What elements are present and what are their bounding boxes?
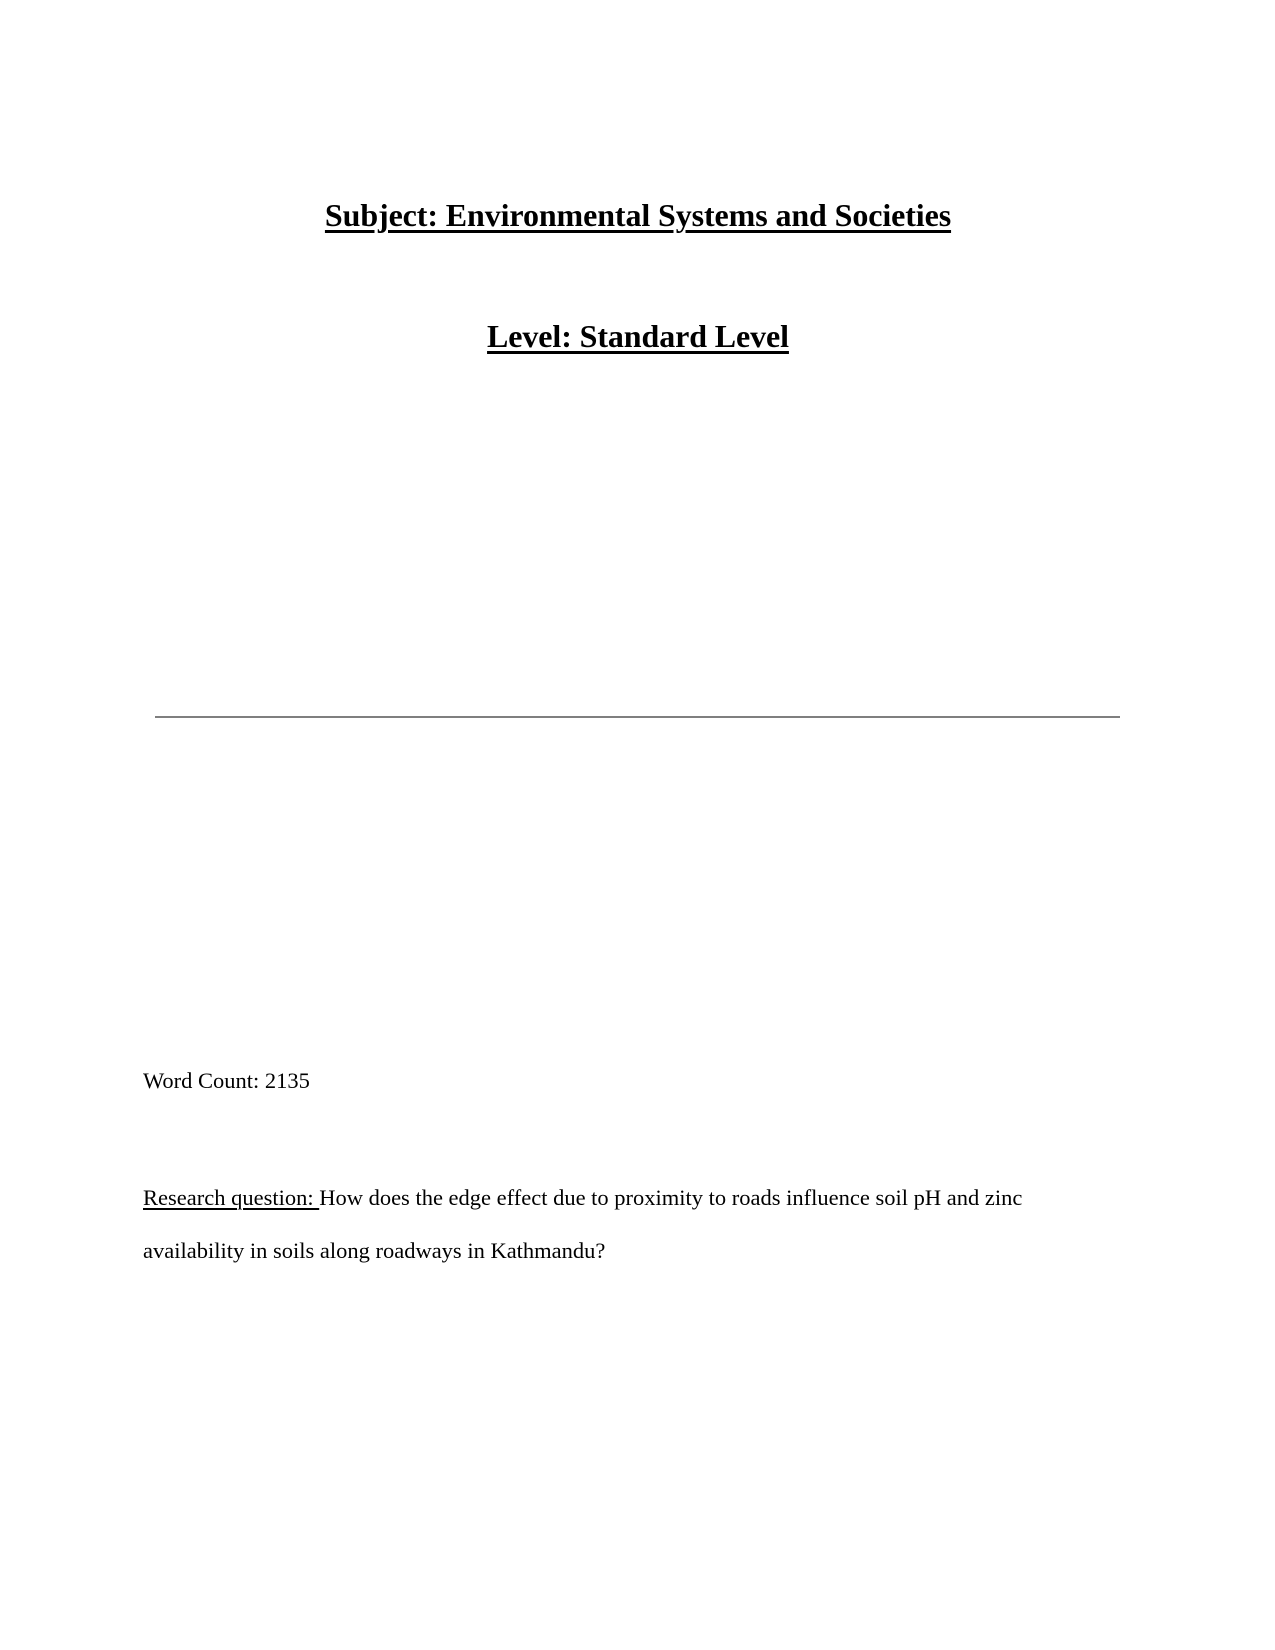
level-heading-text: Level: Standard Level — [487, 318, 789, 355]
horizontal-divider — [155, 716, 1120, 718]
word-count-line: Word Count: 2135 — [143, 1067, 310, 1093]
research-question-text: How does the edge effect due to proximity to roads influence soil pH and zinc availability in soils along roadways in Kathmandu? — [143, 1184, 1023, 1263]
research-question-label: Research question: — [143, 1184, 320, 1210]
level-heading — [143, 320, 1133, 354]
subject-heading — [143, 199, 1133, 233]
subject-heading-text: Subject: Environmental Systems and Societies — [324, 197, 952, 234]
research-question-paragraph — [143, 1171, 1043, 1277]
